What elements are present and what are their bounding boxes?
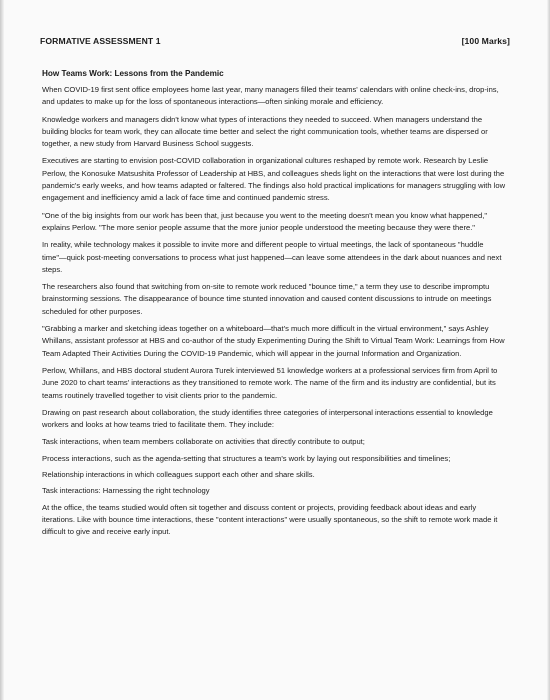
paragraph: When COVID-19 first sent office employees home last year, many managers filled their teams' calendars with online check-ins, drop-ins, and updates to make up for the loss of spontaneous interactions—often sinking morale and efficiency.: [42, 85, 499, 107]
paragraph: In reality, while technology makes it possible to invite more and different people to virtual meetings, the lack of spontaneous "huddle time"—quick post-meeting conversations to process what just happened—can leave some attendees in the dark about nuances and next steps.: [42, 240, 502, 274]
paragraph: At the office, the teams studied would often sit together and discuss content or projects, providing feedback about ideas and early iterations. Like with bounce time interactions, these "content interactions" were usually spontaneous, so the shift to remote work made it difficult to give and receive early input.: [42, 502, 498, 537]
page-edge-shadow-left: [0, 0, 4, 700]
assessment-title: FORMATIVE ASSESSMENT 1: [40, 36, 161, 46]
article-title: How Teams Work: Lessons from the Pandemic: [42, 69, 224, 78]
marks-label: [100 Marks]: [461, 36, 510, 46]
paragraph: Drawing on past research about collaboration, the study identifies three categories of interpersonal interactions essential to knowledge workers and looks at how teams tried to facilitate them. They include:: [42, 407, 493, 430]
paragraph: Executives are starting to envision post-COVID collaboration in organizational cultures reshaped by remote work. Research by Leslie Perlow, the Konosuke Matsushita Professor of Leadership at HBS, and colleagues sheds light on the interactions that were lost during the pandemic's early weeks, and how teams adapted or faltered. The findings also hold practical implications for managers struggling with low engagement and inefficiency amid a lack of face time and continued pandemic stress.: [42, 156, 506, 203]
document-header: [40, 36, 510, 46]
paragraph: Perlow, Whillans, and HBS doctoral student Aurora Turek interviewed 51 knowledge workers at a professional services firm from April to June 2020 to chart teams' interactions as they transitioned to remote work. The name of the firm and its industry are confidential, but its teams routinely travelled together to visit clients prior to the pandemic.: [42, 365, 498, 400]
paragraph: "Grabbing a marker and sketching ideas together on a whiteboard—that's much more difficult in the virtual environment," says Ashley Whillans, assistant professor at HBS and co-author of the study Experimenting During the Shift to Virtual Team Work: Learnings from How Team Adapted Their Activities During the COVID-19 Pandemic, which will appear in the journal Information and Organization.: [42, 324, 505, 358]
list-item-task-interactions: Task interactions, when team members collaborate on activities that directly contribute to output;: [42, 437, 365, 447]
list-item-relationship-interactions: Relationship interactions in which colleagues support each other and share skills.: [42, 470, 315, 480]
list-item-process-interactions: Process interactions, such as the agenda-setting that structures a team's work by laying out responsibilities and timelines;: [42, 453, 451, 463]
document-content: [40, 36, 510, 544]
paragraph: Knowledge workers and managers didn't know what types of interactions they needed to succeed. When managers understand the building blocks for team work, they can allocate time better and select the right communication tools, whether teams are dispersed or together, a new study from Harvard Business School suggests.: [42, 114, 488, 149]
section-subheading: Task interactions: Harnessing the right technology: [42, 486, 210, 496]
paragraph: "One of the big insights from our work has been that, just because you went to the meeting doesn't mean you know what happened," explains Perlow. "The more senior people assume that the more junior people understood the meeting because they were there.": [42, 210, 488, 232]
paragraph: The researchers also found that switching from on-site to remote work reduced "bounce time," a term they use to describe impromptu brainstorming sessions. The disappearance of bounce time stunted innovation and caused content discussions to intrude on meetings scheduled for other purposes.: [42, 282, 492, 316]
